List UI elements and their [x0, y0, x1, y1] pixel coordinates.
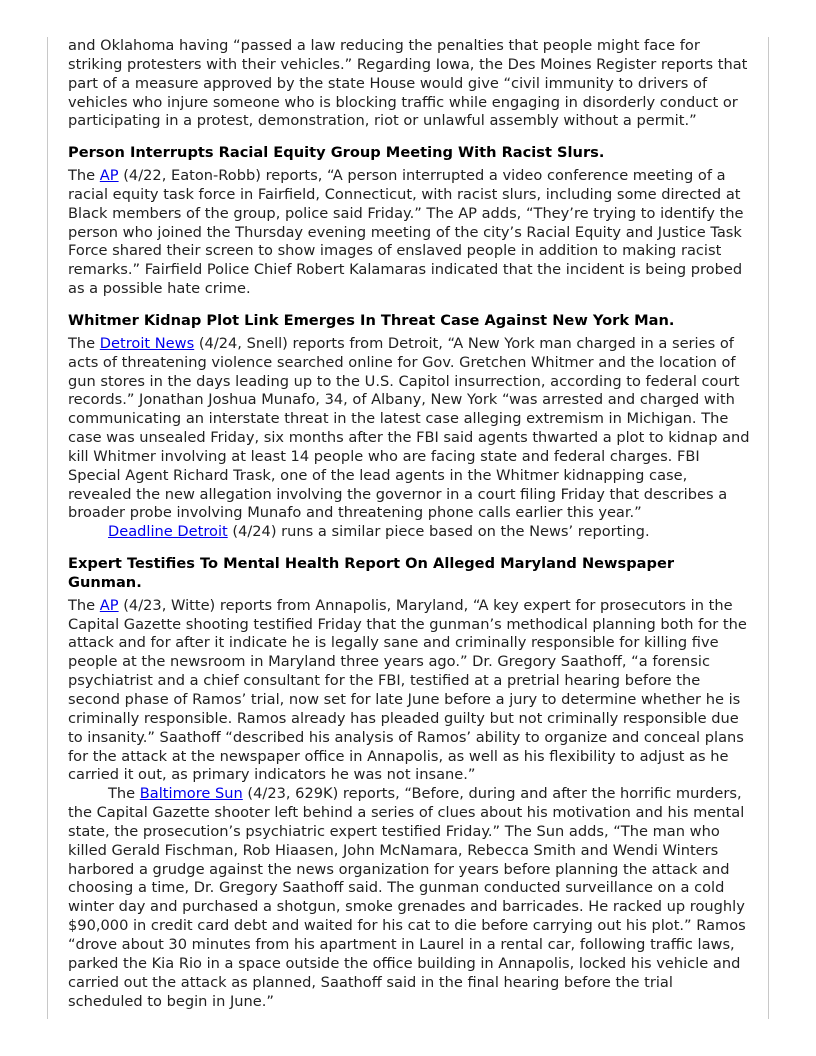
article-paragraph — [68, 167, 750, 299]
article-paragraph — [68, 785, 750, 1011]
article-paragraph — [68, 335, 750, 523]
text: (4/24) runs a similar piece based on the News’ reporting. — [227, 523, 650, 541]
text: (4/23, Witte) reports from Annapolis, Maryland, “A key expert for prosecutors in the Capital Gazette shooting testified Friday that the gunman’s methodical planning both for the attack and for after it indicate he is legally sane and criminally responsible for killing five people at the newsroom in Maryland three years ago.” Dr. Gregory Saathoff, “a forensic psychiatrist and a chief consultant for the FBI, testified at a pretrial hearing before the second phase of Ramos’ trial, now set for late June before a jury to determine whether he is criminally responsible. Ramos already has pleaded guilty but not criminally responsible due to insanity.” Saathoff “described his analysis of Ramos’ ability to organize and conceal plans for the attack at the newspaper office in Annapolis, as well as his flexibility to adjust as he carried it out, as primary indicators he was not insane.” — [68, 596, 747, 784]
text: The — [108, 785, 140, 803]
text: (4/23, 629K) reports, “Before, during and after the horrific murders, the Capital Gazette shooter left behind a series of clues about his motivation and his mental state, the prosecution’s psychiatric expert testified Friday.” The Sun adds, “The man who killed Gerald Fischman, Rob Hiaasen, John McNamara, Rebecca Smith and Wendi Winters harbored a grudge against the news organization for years before planning the attack and choosing a time, Dr. Gregory Saathoff said. The gunman conducted surveillance on a cold winter day and purchased a shotgun, smoke grenades and barricades. He racked up roughly $90,000 in credit card debt and waited for his cat to die before carrying out his plot.” Ramos “drove about 30 minutes from his apartment in Laurel in a rental car, following traffic laws, parked the Kia Rio in a space outside the office building in Annapolis, locked his vehicle and carried out the attack as planned, Saathoff said in the final hearing before the trial scheduled to begin in June.” — [68, 785, 746, 1010]
document-body — [68, 37, 750, 1011]
intro-paragraph: and Oklahoma having “passed a law reducing the penalties that people might face for striking protesters with their vehicles.” Regarding Iowa, the Des Moines Register reports that part of a measure approved by the state House would give “civil immunity to drivers of vehicles who injure someone who is blocking traffic while engaging in disorderly conduct or participating in a protest, demonstration, riot or unlawful assembly without a permit.” — [68, 37, 748, 130]
headline-maryland-gunman: Expert Testifies To Mental Health Report On Alleged Maryland Newspaper Gunman. — [68, 555, 675, 591]
text: The — [68, 596, 100, 614]
left-border — [47, 37, 48, 1019]
text: The — [68, 334, 100, 352]
right-border — [768, 37, 769, 1019]
text: (4/24, Snell) reports from Detroit, “A New York man charged in a series of acts of threatening violence searched online for Gov. Gretchen Whitmer and the location of gun stores in the days leading up to the U.S. Capitol insurrection, according to federal court records.” Jonathan Joshua Munafo, 34, of Albany, New York “was arrested and charged with communicating an interstate threat in the latest case alleging extremism in Michigan. The case was unsealed Friday, six months after the FBI said agents thwarted a plot to kidnap and kill Whitmer involving at least 14 people who are facing state and federal charges. FBI Special Agent Richard Trask, one of the lead agents in the Whitmer kidnapping case, revealed the new allegation involving the governor in a court filing Friday that describes a broader probe involving Munafo and threatening phone calls earlier this year.” — [68, 334, 750, 522]
source-link-ap[interactable]: AP — [99, 596, 119, 614]
text: (4/22, Eaton-Robb) reports, “A person interrupted a video conference meeting of a racial equity task force in Fairfield, Connecticut, with racist slurs, including some directed at Black members of the group, police said Friday.” The AP adds, “They’re trying to identify the person who joined the Thursday evening meeting of the city’s Racial Equity and Justice Task Force shared their screen to show images of enslaved people in addition to making racist remarks.” Fairfield Police Chief Robert Kalamaras indicated that the incident is being probed as a possible hate crime. — [68, 167, 744, 298]
source-link-deadline-detroit[interactable]: Deadline Detroit — [108, 523, 228, 541]
article-paragraph — [68, 597, 750, 785]
headline-racial-equity: Person Interrupts Racial Equity Group Meeting With Racist Slurs. — [68, 144, 605, 162]
article-paragraph — [68, 523, 750, 542]
text: The — [68, 167, 100, 185]
source-link-baltimore-sun[interactable]: Baltimore Sun — [139, 785, 243, 803]
headline-whitmer: Whitmer Kidnap Plot Link Emerges In Threat Case Against New York Man. — [68, 311, 675, 329]
source-link-ap[interactable]: AP — [99, 167, 119, 185]
source-link-detroit-news[interactable]: Detroit News — [99, 334, 195, 352]
